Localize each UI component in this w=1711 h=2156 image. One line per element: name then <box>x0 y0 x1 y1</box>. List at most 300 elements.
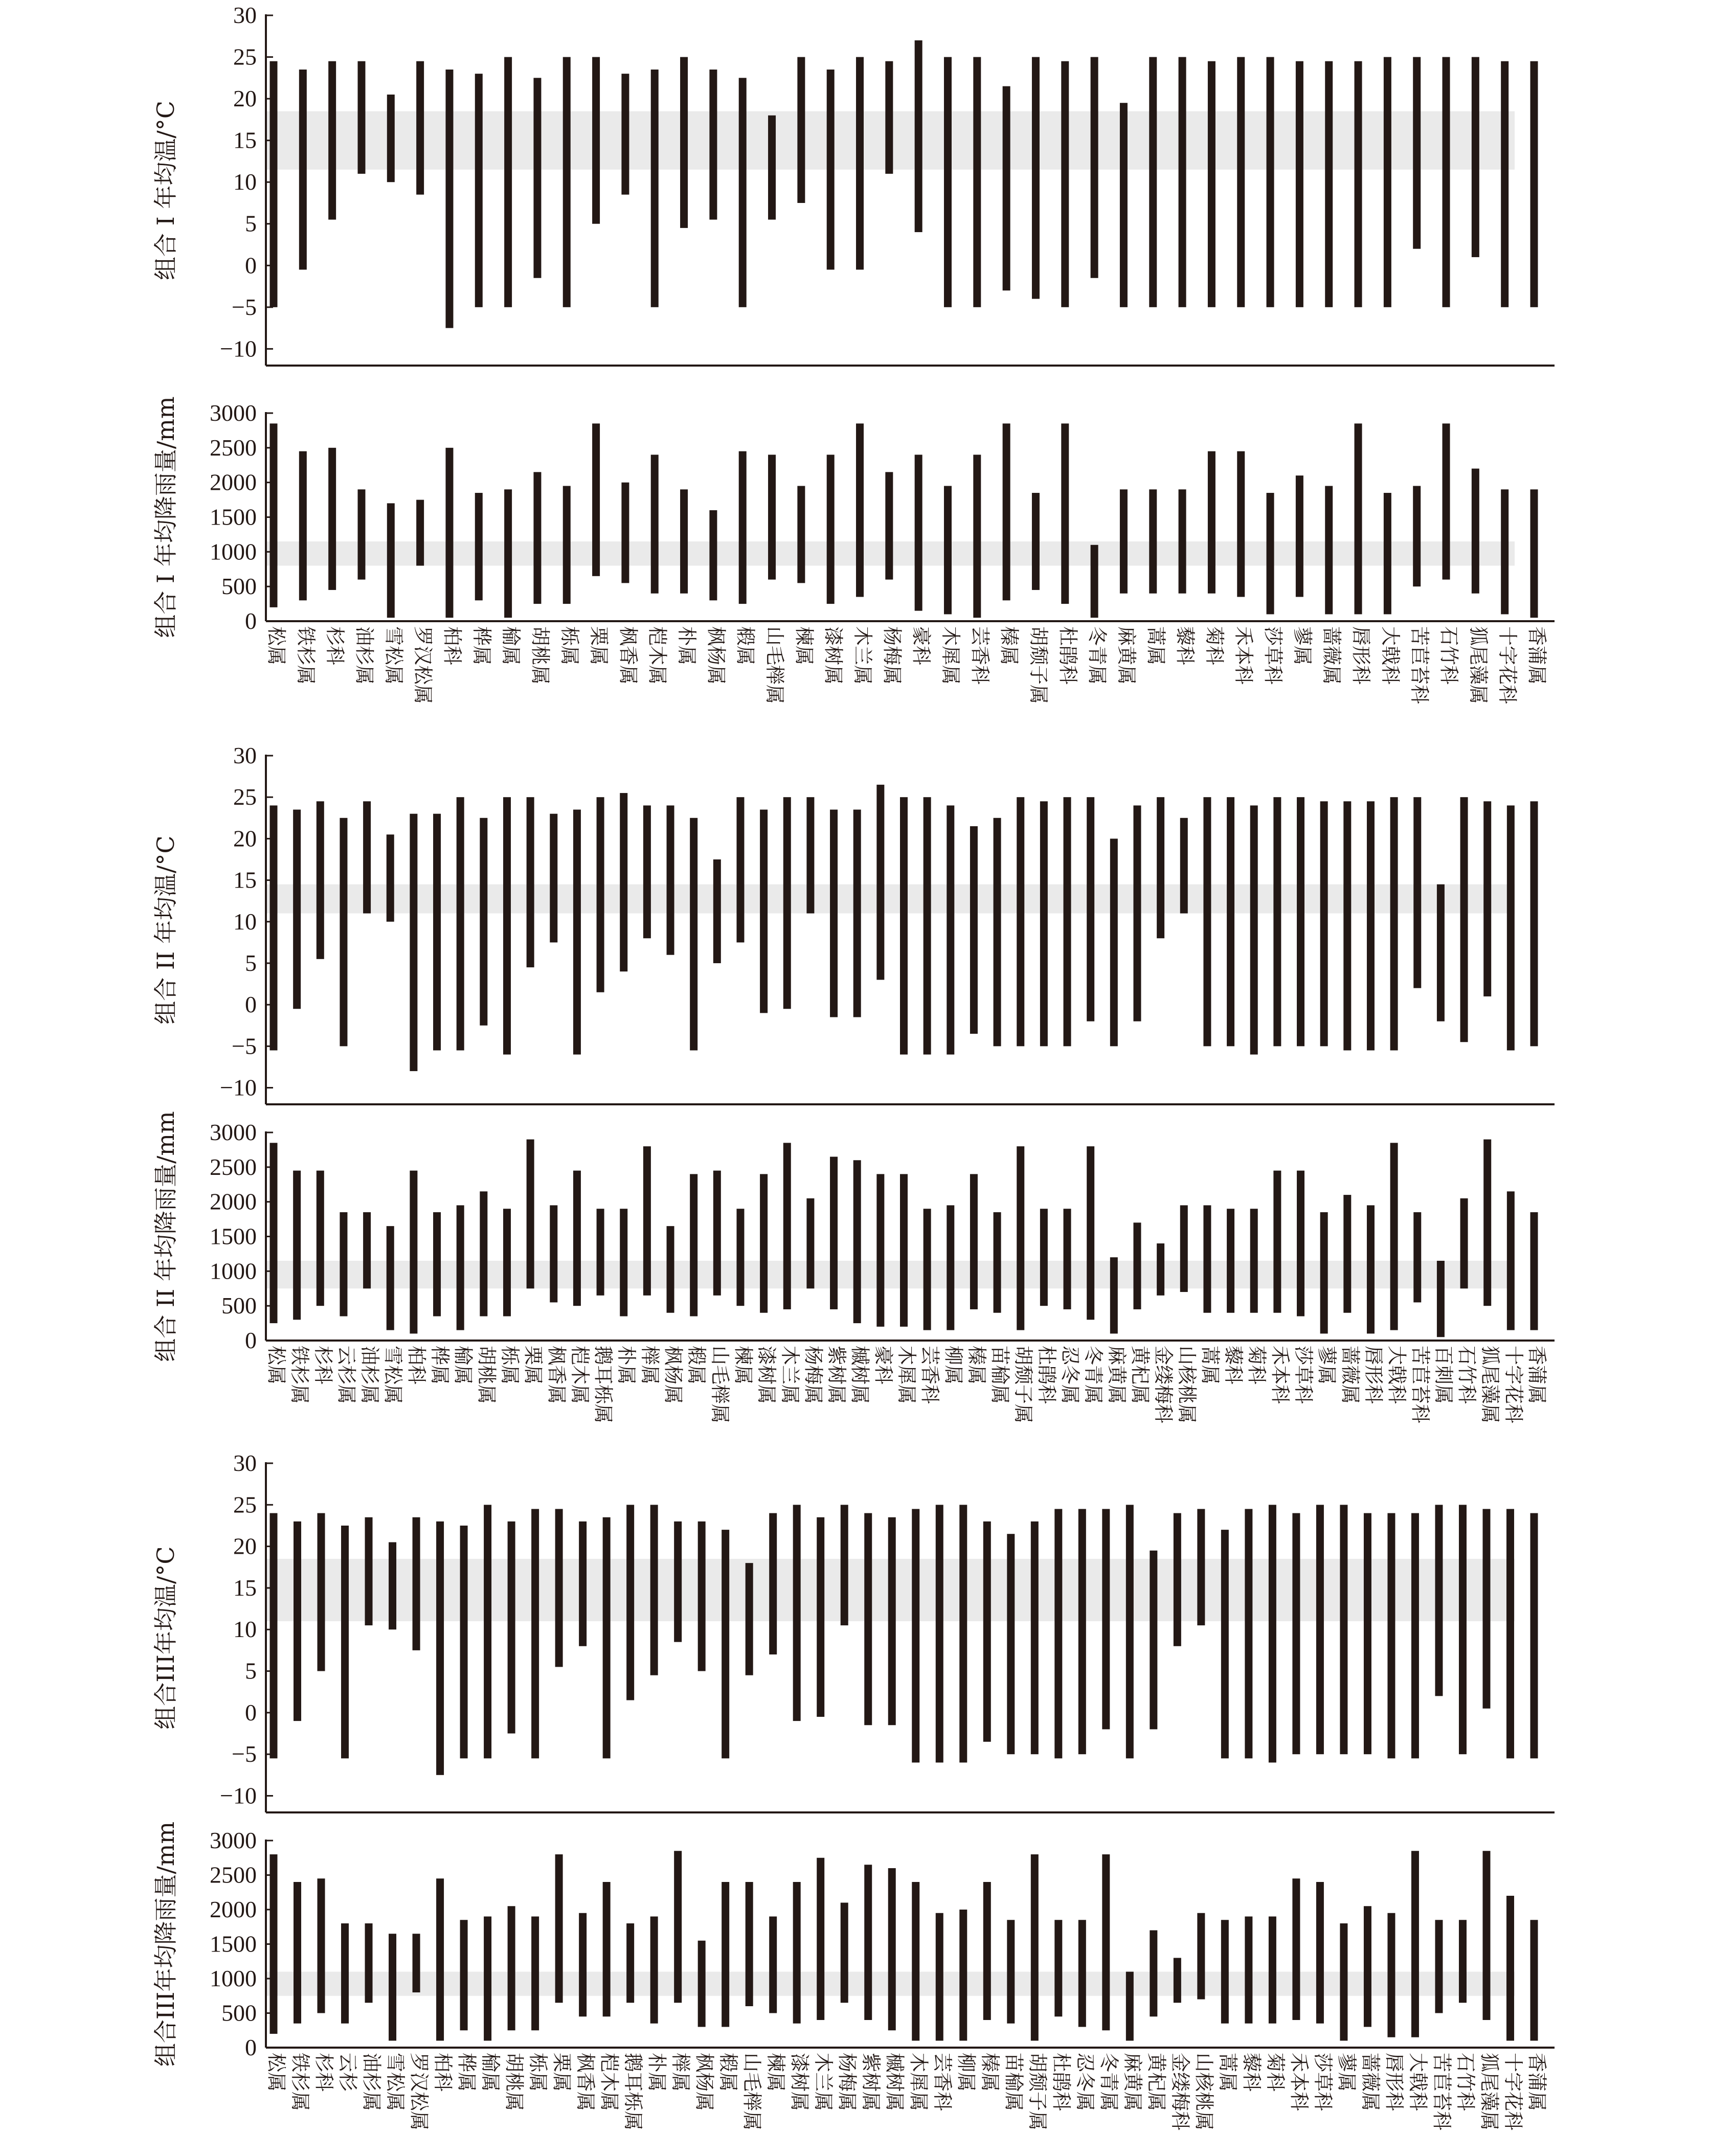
range-bar <box>817 1517 824 1717</box>
category-label: 山核桃属 <box>1175 1346 1198 1424</box>
range-bar <box>475 74 483 307</box>
category-label: 杨梅属 <box>881 626 904 685</box>
category-label: 苦苣苔科 <box>1408 626 1431 705</box>
range-bar <box>680 489 688 594</box>
category-label: 蒿属 <box>1144 626 1167 666</box>
range-bar <box>739 451 747 604</box>
range-bar <box>527 797 534 967</box>
range-bar <box>1250 1209 1258 1313</box>
range-bar <box>413 1934 420 1992</box>
range-bar <box>1269 1917 1276 2024</box>
category-label: 芸香科 <box>931 2053 954 2112</box>
range-bar <box>1355 423 1362 614</box>
y-tick-label: 15 <box>233 867 257 893</box>
category-label: 榆属 <box>500 626 523 666</box>
range-bar <box>270 805 278 1050</box>
category-label: 杜鹃科 <box>1050 2053 1073 2112</box>
range-bar <box>1411 1513 1419 1759</box>
range-bar <box>1320 801 1328 1046</box>
range-bar <box>888 1868 896 2030</box>
range-bar <box>680 57 688 228</box>
y-axis-title: 组合 I 年均降雨量/mm <box>152 396 179 638</box>
category-label: 栎属 <box>527 2053 550 2092</box>
y-tick-label: 0 <box>245 252 257 279</box>
range-bar <box>389 1542 396 1629</box>
category-label: 松属 <box>265 2053 288 2092</box>
range-bar <box>853 810 861 1017</box>
range-bar <box>1292 1878 1300 2020</box>
range-bar <box>722 1882 729 2027</box>
category-label: 松属 <box>265 626 288 666</box>
range-bar <box>900 797 908 1054</box>
range-bar <box>973 455 981 618</box>
range-bar <box>387 834 394 922</box>
category-label: 枫杨属 <box>662 1346 685 1404</box>
category-label: 栗属 <box>588 626 611 666</box>
range-bar <box>1296 475 1303 597</box>
y-tick-label: −10 <box>220 335 257 362</box>
range-bar <box>416 500 424 566</box>
range-bar <box>294 1882 301 2024</box>
category-label: 禾本科 <box>1269 1346 1292 1404</box>
y-tick-label: 3000 <box>210 1119 257 1145</box>
range-bar <box>1387 1513 1395 1759</box>
range-bar <box>643 1146 651 1296</box>
category-label: 枫香属 <box>545 1346 568 1404</box>
category-label: 麻黄属 <box>1115 626 1138 685</box>
range-bar <box>555 1854 563 2003</box>
range-bar <box>698 1941 706 2027</box>
range-bar <box>475 493 483 600</box>
range-bar <box>1483 1140 1491 1306</box>
range-bar <box>270 1513 278 1759</box>
category-label: 油杉属 <box>353 626 376 685</box>
category-label: 楝属 <box>764 2053 787 2092</box>
range-bar <box>690 818 697 1051</box>
range-bar <box>550 814 557 943</box>
range-bar <box>1443 423 1450 579</box>
category-label: 禾本科 <box>1288 2053 1311 2112</box>
range-bar <box>1387 1913 1395 2037</box>
range-bar <box>1061 61 1069 307</box>
category-label: 油杉属 <box>358 1346 381 1404</box>
category-label: 木犀属 <box>907 2053 930 2112</box>
range-bar <box>436 1522 444 1775</box>
range-bar <box>1032 57 1040 299</box>
y-tick-label: 0 <box>245 2034 257 2060</box>
category-label: 蔷薇属 <box>1339 1346 1362 1404</box>
category-label: 漆树属 <box>755 1346 778 1404</box>
range-bar <box>579 1913 587 2017</box>
category-label: 胡桃属 <box>475 1346 498 1404</box>
category-label: 紫树属 <box>825 1346 848 1404</box>
y-tick-label: 10 <box>233 169 257 195</box>
category-label: 雪松属 <box>381 1346 404 1404</box>
range-bar <box>1221 1530 1229 1758</box>
range-bar <box>709 70 717 220</box>
range-bar <box>1367 801 1375 1050</box>
range-bar <box>1227 797 1234 1046</box>
y-tick-label: 2500 <box>210 1153 257 1180</box>
y-tick-label: 10 <box>233 1616 257 1643</box>
category-label: 蓼属 <box>1291 626 1314 666</box>
range-bar <box>341 1526 349 1758</box>
range-bar <box>1150 1931 1157 2017</box>
range-bar <box>827 455 835 604</box>
y-tick-label: 30 <box>233 742 257 768</box>
range-bar <box>1340 1923 1347 2041</box>
range-bar <box>936 1913 943 2041</box>
category-label: 木犀属 <box>895 1346 918 1404</box>
range-bar <box>643 805 651 938</box>
range-bar <box>1245 1917 1252 2024</box>
range-bar <box>1110 1257 1118 1333</box>
category-label: 黄杞属 <box>1145 2053 1168 2112</box>
range-bar <box>1245 1509 1252 1758</box>
range-bar <box>533 472 541 604</box>
category-label: 木兰属 <box>851 626 874 685</box>
category-label: 罗汉松属 <box>408 2053 431 2131</box>
category-label: 藜科 <box>1222 1346 1245 1385</box>
category-label: 山毛榉属 <box>740 2053 763 2131</box>
range-bar <box>853 1160 861 1323</box>
category-label: 枫香属 <box>574 2053 597 2112</box>
range-bar <box>885 61 893 174</box>
category-label: 柳属 <box>942 1346 965 1385</box>
range-bar <box>1091 57 1098 278</box>
range-bar <box>650 1917 658 2024</box>
category-label: 蒿属 <box>1199 1346 1222 1385</box>
range-bar <box>317 801 324 959</box>
range-bar <box>1343 1195 1351 1313</box>
range-bar <box>746 1882 753 2006</box>
category-label: 漆树属 <box>788 2053 811 2112</box>
category-label: 十字花科 <box>1501 2053 1524 2131</box>
range-bar <box>864 1865 872 2020</box>
range-bar <box>1506 1509 1514 1758</box>
range-bar <box>318 1513 325 1671</box>
y-tick-label: 0 <box>245 991 257 1018</box>
range-bar <box>1250 805 1258 1054</box>
category-label: 蓼属 <box>1315 1346 1338 1385</box>
range-bar <box>1054 1920 1062 2016</box>
range-bar <box>1149 57 1157 307</box>
range-bar <box>769 1513 777 1654</box>
range-bar <box>410 814 417 1071</box>
range-bar <box>1078 1509 1086 1754</box>
range-bar <box>1413 1212 1421 1302</box>
category-label: 紫树属 <box>860 2053 883 2112</box>
category-label: 桤木属 <box>568 1346 591 1404</box>
range-bar <box>1179 489 1186 594</box>
range-bar <box>806 1198 814 1288</box>
range-bar <box>973 57 981 307</box>
category-label: 杉科 <box>324 626 347 666</box>
range-bar <box>713 859 721 963</box>
range-bar <box>573 810 581 1055</box>
y-tick-label: 5 <box>245 949 257 976</box>
category-label: 冬青属 <box>1082 1346 1105 1404</box>
range-bar <box>698 1522 706 1671</box>
y-tick-label: 2000 <box>210 1188 257 1215</box>
range-bar <box>1208 451 1215 594</box>
range-bar <box>1292 1513 1300 1755</box>
range-bar <box>1003 423 1010 600</box>
range-bar <box>841 1505 848 1625</box>
range-bar <box>876 785 884 980</box>
panel-p1 <box>152 2 1555 366</box>
range-bar <box>690 1174 697 1316</box>
range-bar <box>1364 1513 1371 1755</box>
range-bar <box>885 472 893 579</box>
category-label: 木兰属 <box>778 1346 801 1404</box>
y-tick-label: 2500 <box>210 1862 257 1888</box>
range-bar <box>1364 1906 1371 2027</box>
y-tick-label: 1500 <box>210 504 257 530</box>
panel-p5 <box>152 1450 1555 1812</box>
range-bar <box>1126 1505 1134 1758</box>
y-tick-label: 30 <box>233 1450 257 1476</box>
category-label: 桤木属 <box>598 2053 621 2112</box>
category-label: 桦属 <box>470 626 493 666</box>
range-bar <box>626 1505 634 1700</box>
range-bar <box>1203 797 1211 1046</box>
range-bar <box>1530 1212 1538 1330</box>
range-bar <box>864 1513 872 1726</box>
range-bar <box>620 793 627 971</box>
range-bar <box>592 423 600 576</box>
category-label: 豪科 <box>910 626 933 666</box>
range-bar <box>563 486 571 604</box>
category-label: 菊科 <box>1203 626 1226 666</box>
category-label: 栗属 <box>522 1346 545 1385</box>
range-bar <box>970 826 978 1034</box>
range-bar <box>270 61 278 307</box>
range-bar <box>1530 1920 1538 2040</box>
category-label: 雪松属 <box>382 626 405 685</box>
range-bar <box>1110 838 1118 1046</box>
range-bar <box>1221 1920 1229 2024</box>
range-bar <box>299 70 307 269</box>
range-bar <box>651 70 659 307</box>
range-bar <box>1237 57 1245 307</box>
category-label: 苗榆属 <box>1002 2053 1025 2112</box>
range-bar <box>1316 1882 1324 2024</box>
range-bar <box>1091 545 1098 618</box>
range-bar <box>270 423 278 607</box>
category-label: 槭树属 <box>883 2053 906 2112</box>
category-label: 栎属 <box>498 1346 521 1385</box>
category-label: 鹅耳栎属 <box>622 2053 645 2131</box>
y-tick-label: −10 <box>220 1074 257 1101</box>
range-bar <box>573 1171 581 1306</box>
range-bar <box>1007 1920 1015 2024</box>
category-label: 罗汉松属 <box>412 626 435 705</box>
range-bar <box>944 486 952 614</box>
category-label: 桦属 <box>455 2053 478 2092</box>
range-bar <box>760 810 768 1013</box>
category-label: 唇形科 <box>1383 2053 1406 2112</box>
range-bar <box>1064 1209 1071 1309</box>
category-label: 雪松属 <box>384 2053 407 2112</box>
range-bar <box>1203 1205 1211 1312</box>
category-label: 十字花科 <box>1502 1346 1525 1424</box>
category-label: 柏科 <box>432 2053 455 2092</box>
range-bar <box>340 1212 347 1317</box>
range-bar <box>328 448 336 590</box>
range-bar <box>1227 1209 1234 1313</box>
y-tick-label: 3000 <box>210 1827 257 1853</box>
category-label: 槭树属 <box>848 1346 871 1404</box>
range-bar <box>1316 1505 1324 1754</box>
range-bar <box>527 1140 534 1289</box>
range-bar <box>1355 61 1362 307</box>
range-bar <box>1273 1171 1281 1313</box>
category-label: 蔷薇属 <box>1359 2053 1382 2112</box>
range-bar <box>713 1171 721 1296</box>
y-tick-label: 500 <box>221 2000 257 2026</box>
category-label: 苗榆属 <box>988 1346 1011 1404</box>
category-label: 油杉属 <box>360 2053 383 2112</box>
range-bar <box>1482 1509 1490 1708</box>
category-label: 藜科 <box>1174 626 1197 666</box>
category-label: 胡颓子属 <box>1027 626 1050 705</box>
y-tick-label: 20 <box>233 85 257 112</box>
category-label: 大戟科 <box>1385 1346 1408 1404</box>
range-bar <box>480 818 487 1026</box>
y-axis-title: 组合 II 年均温/°C <box>152 835 179 1025</box>
range-bar <box>1530 801 1538 1046</box>
range-bar <box>531 1509 539 1758</box>
range-bar <box>445 448 453 618</box>
range-bar <box>340 818 347 1047</box>
y-axis-title: 组合III年均降雨量/mm <box>152 1821 179 2067</box>
category-label: 莎草科 <box>1292 1346 1315 1404</box>
range-bar <box>983 1882 991 2020</box>
range-bar <box>1120 103 1128 307</box>
range-bar <box>626 1923 634 2003</box>
range-bar <box>1017 1146 1024 1330</box>
y-tick-label: −5 <box>232 1033 257 1059</box>
category-label: 朴属 <box>676 626 699 666</box>
range-bar <box>597 797 604 992</box>
range-bar <box>876 1174 884 1326</box>
category-label: 榛属 <box>978 2053 1001 2092</box>
category-label: 栎属 <box>558 626 581 666</box>
category-label: 蔷薇属 <box>1320 626 1343 685</box>
range-bar <box>1149 489 1157 594</box>
category-label: 禾本科 <box>1232 626 1255 685</box>
range-bar <box>621 483 629 583</box>
range-bar <box>363 801 371 913</box>
category-label: 榉属 <box>669 2053 692 2092</box>
category-label: 十字花科 <box>1496 626 1519 705</box>
range-bar <box>460 1526 468 1758</box>
range-bar <box>1325 61 1333 307</box>
y-axis-title: 组合 I 年均温/°C <box>152 100 179 281</box>
category-label: 杉科 <box>311 1346 334 1385</box>
range-bar <box>760 1174 768 1312</box>
y-tick-label: 0 <box>245 1327 257 1353</box>
panel-p2 <box>152 396 1555 704</box>
category-label: 枫香属 <box>617 626 640 685</box>
range-bar <box>674 1851 682 2003</box>
range-bar <box>1340 1505 1347 1754</box>
range-bar <box>797 486 805 583</box>
category-label: 麻黄属 <box>1105 1346 1128 1404</box>
range-bar <box>1435 1920 1443 2013</box>
range-bar <box>318 1878 325 2013</box>
range-bar <box>1102 1509 1110 1729</box>
range-bar <box>924 1209 931 1330</box>
range-bar <box>827 70 835 269</box>
category-label: 铁杉属 <box>289 2053 312 2112</box>
range-bar <box>363 1212 371 1288</box>
category-label: 狐尾藻属 <box>1467 626 1490 705</box>
range-bar <box>1031 1854 1039 2041</box>
range-bar <box>1460 1198 1468 1288</box>
range-bar <box>1501 489 1509 614</box>
range-bar <box>841 1903 848 2003</box>
category-label: 木兰属 <box>812 2053 835 2112</box>
range-bar <box>387 503 395 618</box>
category-label: 狐尾藻属 <box>1478 2053 1501 2131</box>
range-bar <box>1320 1212 1328 1333</box>
range-bar <box>1126 1972 1134 2041</box>
category-label: 香蒲属 <box>1525 626 1548 685</box>
range-bar <box>621 74 629 194</box>
range-bar <box>1384 493 1391 614</box>
y-tick-label: 0 <box>245 1699 257 1726</box>
category-label: 朴属 <box>645 2053 668 2092</box>
category-label: 木犀属 <box>939 626 962 685</box>
range-bar <box>357 61 365 174</box>
range-bar <box>504 57 512 307</box>
range-bar <box>555 1509 563 1667</box>
y-tick-label: 500 <box>221 573 257 600</box>
range-bar <box>1435 1505 1443 1696</box>
category-label: 柏科 <box>441 626 464 666</box>
range-bar <box>533 78 541 278</box>
y-tick-label: 25 <box>233 784 257 810</box>
range-bar <box>1150 1551 1157 1730</box>
category-label: 椴属 <box>685 1346 708 1385</box>
category-label: 杜鹃科 <box>1056 626 1079 685</box>
range-bar <box>1459 1920 1467 2003</box>
range-bar <box>1087 1146 1094 1320</box>
category-label: 榉属 <box>638 1346 661 1385</box>
category-label: 菊科 <box>1245 1346 1268 1385</box>
category-label: 榆属 <box>479 2053 502 2092</box>
range-bar <box>1040 801 1048 1046</box>
range-bar <box>433 814 441 1051</box>
category-label: 大戟科 <box>1406 2053 1429 2112</box>
range-bar <box>674 1522 682 1642</box>
range-bar <box>563 57 571 307</box>
category-label: 豪科 <box>872 1346 895 1385</box>
category-label: 柳属 <box>955 2053 978 2092</box>
y-tick-label: 15 <box>233 127 257 153</box>
range-bar <box>413 1517 420 1650</box>
range-bar <box>1472 57 1479 257</box>
range-bar <box>389 1934 396 2040</box>
category-label: 蓼属 <box>1335 2053 1358 2092</box>
range-bar <box>1482 1851 1490 2020</box>
range-bar <box>504 489 512 618</box>
y-axis-title: 组合 II 年均降雨量/mm <box>152 1111 179 1362</box>
range-bar <box>915 40 922 232</box>
range-bar <box>924 797 931 1054</box>
